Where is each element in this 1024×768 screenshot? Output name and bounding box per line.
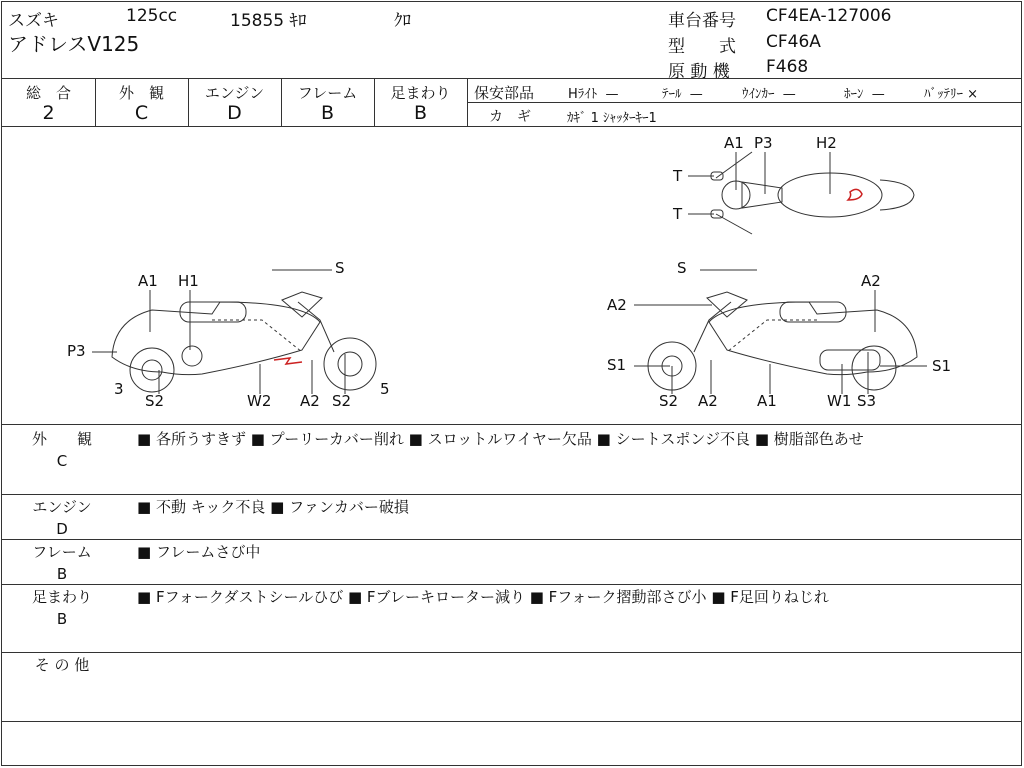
right-front-wheel — [648, 342, 696, 390]
label-right-a2b: A2 — [607, 296, 627, 314]
key-label: カ ギ — [489, 109, 531, 125]
section-exterior-grade: C — [56, 452, 68, 470]
section-engine-label: エンジン — [32, 498, 92, 516]
section-suspension-label: 足まわり — [31, 588, 92, 606]
section-frame-label: フレーム — [32, 543, 92, 561]
right-seat — [780, 302, 846, 322]
left-dash — [212, 320, 302, 352]
safety-battery: ﾊﾞｯﾃﾘｰ × — [924, 87, 979, 102]
safety-horn: ﾎｰﾝ — — [844, 87, 885, 102]
grade-frame: B — [320, 102, 335, 124]
label-top-p3: P3 — [754, 134, 773, 152]
safety-headlight: Hﾗｲﾄ — — [568, 87, 619, 102]
section-exterior-text: ■ 各所うすきず ■ プーリーカバー削れ ■ スロットルワイヤー欠品 ■ シートスポンジ不良 ■ 樹脂部色あせ — [137, 430, 864, 448]
right-dash — [727, 320, 817, 352]
label-right-a2c: A2 — [698, 392, 718, 410]
label-right-s2: S2 — [659, 392, 679, 410]
inspection-sheet — [1, 1, 1022, 766]
left-rear-hub — [142, 360, 162, 380]
right-fork — [694, 302, 731, 352]
label-left-s2b: S2 — [332, 392, 352, 410]
engine-label: 原 動 機 — [668, 62, 730, 82]
left-front-hub — [338, 352, 362, 376]
displacement: 125cc — [126, 6, 178, 26]
label-left-5: 5 — [380, 380, 390, 398]
damage-mark — [274, 358, 302, 364]
grade-engine: D — [227, 102, 242, 124]
left-seat — [180, 302, 246, 322]
left-rear-wheel — [130, 348, 174, 392]
key-value: ｶｷﾞ 1 ｼｬｯﾀｰｷｰ1 — [567, 111, 657, 126]
label-right-w1: W1 — [827, 392, 852, 410]
label-right-a2: A2 — [861, 272, 881, 290]
label-right-s: S — [677, 259, 687, 277]
top-handle-right — [716, 214, 752, 234]
grade-total: 2 — [42, 102, 55, 124]
right-handlebar — [707, 292, 747, 317]
right-muffler — [820, 350, 880, 370]
label-left-a2: A2 — [300, 392, 320, 410]
top-rear — [880, 180, 914, 210]
label-left-s: S — [335, 259, 345, 277]
left-front-wheel — [324, 338, 376, 390]
type-value: CF46A — [766, 32, 821, 52]
divider — [2, 539, 1021, 540]
divider — [2, 584, 1021, 585]
divider — [467, 102, 1021, 103]
label-left-h1: H1 — [178, 272, 199, 290]
safety-label: 保安部品 — [474, 84, 535, 102]
model-name: アドレスV125 — [8, 32, 140, 56]
color: ｸﾛ — [394, 11, 411, 31]
label-left-a1: A1 — [138, 272, 158, 290]
divider — [2, 424, 1021, 425]
safety-tail: ﾃｰﾙ — — [662, 87, 703, 102]
label-left-s2: S2 — [145, 392, 165, 410]
label-top-a1: A1 — [724, 134, 744, 152]
mileage: 15855 ｷﾛ — [230, 11, 307, 31]
engine-value: F468 — [766, 57, 809, 77]
left-fork — [298, 302, 334, 352]
section-frame-grade: B — [56, 565, 68, 583]
section-engine-text: ■ 不動 キック不良 ■ ファンカバー破損 — [137, 498, 409, 516]
top-body-front — [742, 182, 782, 208]
divider — [2, 652, 1021, 653]
grade-header-engine: エンジン — [204, 84, 265, 102]
safety-winker: ｳｲﾝｶｰ — — [742, 87, 796, 102]
top-handle-left — [716, 152, 752, 178]
section-suspension-text: ■ Fフォークダストシールひび ■ Fブレーキローター減り ■ Fフォーク摺動部さび小 ■ F足回りねじれ — [137, 588, 829, 606]
grade-suspension: B — [413, 102, 428, 124]
left-body-outline — [112, 302, 320, 375]
right-body-outline — [709, 302, 917, 375]
label-right-s1: S1 — [607, 356, 627, 374]
section-frame-text: ■ フレームさび中 — [137, 543, 261, 561]
label-left-3: 3 — [114, 380, 124, 398]
grade-header-total: 総 合 — [25, 84, 71, 102]
divider — [2, 721, 1021, 722]
top-headlight — [722, 181, 750, 209]
divider — [2, 78, 1021, 79]
type-label: 型 式 — [668, 37, 736, 57]
grade-header-frame: フレーム — [297, 84, 358, 102]
label-right-s1b: S1 — [932, 357, 952, 375]
chassis-value: CF4EA-127006 — [766, 6, 892, 26]
right-front-hub — [662, 356, 682, 376]
section-suspension-grade: B — [56, 610, 68, 628]
grade-exterior: C — [134, 102, 149, 124]
label-top-t1: T — [673, 167, 683, 185]
label-top-h2: H2 — [816, 134, 837, 152]
label-left-p3: P3 — [67, 342, 86, 360]
grade-header-suspension: 足まわり — [390, 84, 451, 102]
label-top-t2: T — [673, 205, 683, 223]
left-muffler — [182, 346, 202, 366]
label-right-a1: A1 — [757, 392, 777, 410]
label-left-w2: W2 — [247, 392, 272, 410]
section-exterior-label: 外 観 — [31, 430, 92, 448]
maker: スズキ — [8, 11, 59, 31]
section-other-label: そ の 他 — [34, 656, 90, 674]
left-handlebar — [282, 292, 322, 317]
grade-header-exterior: 外 観 — [118, 84, 164, 102]
section-engine-grade: D — [56, 520, 68, 538]
top-seat — [778, 173, 882, 217]
divider — [2, 494, 1021, 495]
damage-mark — [848, 189, 862, 200]
chassis-label: 車台番号 — [668, 11, 736, 31]
right-rear-wheel — [852, 346, 896, 390]
label-right-s3: S3 — [857, 392, 877, 410]
divider — [2, 126, 1021, 127]
